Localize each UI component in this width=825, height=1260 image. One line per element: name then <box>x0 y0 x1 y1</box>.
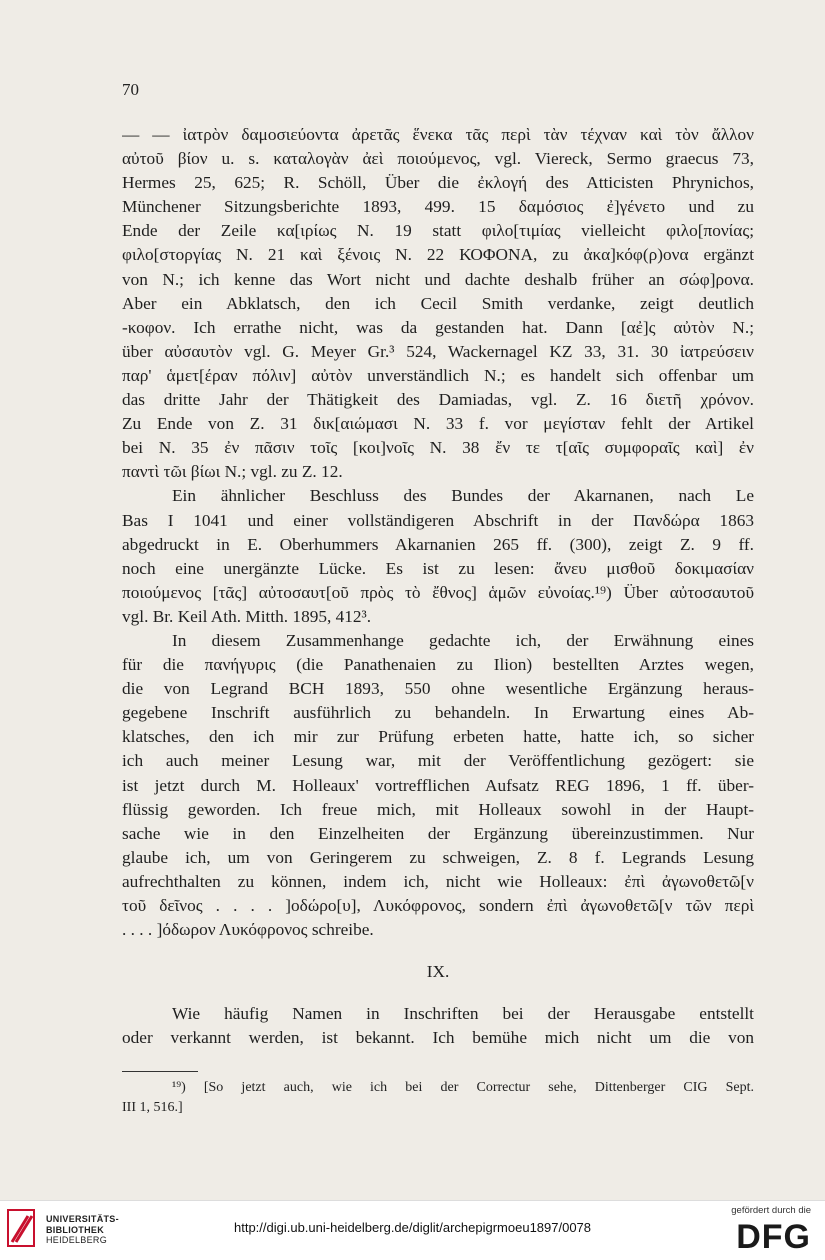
text-line: Bas I 1041 und einer vollständigeren Abschrift in der Πανδώρα 1863 <box>122 510 754 530</box>
text-line: das dritte Jahr der Thätigkeit des Damiadas, vgl. Z. 16 διετῆ χρόνον. <box>122 390 754 410</box>
footnote-rule <box>122 1071 198 1072</box>
text-line: über αὐσαυτὸν vgl. G. Meyer Gr.³ 524, Wackernagel KZ 33, 31. 30 ἰατρεύσειν <box>122 341 754 361</box>
dfg-logo: DFG <box>736 1218 811 1256</box>
permalink-url[interactable]: http://digi.ub.uni-heidelberg.de/diglit/archepigrmoeu1897/0078 <box>233 1220 592 1235</box>
page-number: 70 <box>122 80 139 99</box>
text-line: . . . . ]όδωρον Λυκόφρονος schreibe. <box>122 920 374 940</box>
footnote-line: III 1, 516.] <box>122 1100 183 1115</box>
text-line: klatsches, den ich mir zur Prüfung erbeten hatte, hatte ich, so sicher <box>122 727 754 747</box>
text-line: vgl. Br. Keil Ath. Mitth. 1895, 412³. <box>122 606 372 626</box>
text-line: τοῦ δεῖνος . . . . ]οδώρο[υ], Λυκόφρονος, sondern ἐπὶ ἀγωνοθετῶ[ν τῶν περὶ <box>122 896 754 915</box>
library-name-line: HEIDELBERG <box>46 1235 108 1245</box>
library-name-line: BIBLIOTHEK <box>46 1224 104 1235</box>
text-line: Ein ähnlicher Beschluss des Bundes der Akarnanen, nach Le <box>172 486 754 506</box>
text-line: Wie häufig Namen in Inschriften bei der Herausgabe entstellt <box>172 1004 754 1024</box>
text-line: ist jetzt durch M. Holleaux' vortrefflichen Aufsatz REG 1896, 1 ff. über- <box>122 775 754 795</box>
text-line: ich auch meiner Lesung war, mit der Veröffentlichung gezögert: sie <box>122 751 754 771</box>
text-line: von N.; ich kenne das Wort nicht und dachte deshalb früher an σώφ]ρονα. <box>122 269 754 289</box>
text-line: flüssig geworden. Ich freue mich, mit Holleaux sowohl in der Haupt- <box>122 799 754 819</box>
text-line: Zu Ende von Z. 31 δικ[αιώμασι N. 33 f. vor μεγίσταν fehlt der Artikel <box>122 414 754 434</box>
text-line: sache wie in den Einzelheiten der Ergänzung übereinzustimmen. Nur <box>122 823 754 843</box>
footnote <box>122 1078 754 1118</box>
text-line: gegebene Inschrift ausführlich zu behandeln. In Erwartung eines Ab- <box>122 703 754 723</box>
text-line: φιλο[στοργίας N. 21 καὶ ξένοις N. 22 ΚΟΦΟΝΑ, zu ἀκα]κόφ(ρ)ονα ergänzt <box>122 245 754 265</box>
text-line: Hermes 25, 625; R. Schöll, Über die ἐκλογή des Atticisten Phrynichos, <box>122 173 754 193</box>
text-line: Ende der Zeile κα[ιρίως N. 19 statt φιλο[τιμίας vielleicht φιλο[πονίας; <box>122 221 754 241</box>
text-line: ποιούμενος [τᾶς] αὐτοσαυτ[οῦ πρὸς τὸ ἔθνος] ἁμῶν εὐνοίας.¹⁹) Über αὐτοσαυτοῦ <box>122 582 754 602</box>
library-name-line: UNIVERSITÄTS- <box>46 1214 119 1224</box>
text-line: παντὶ τῶι βίωι N.; vgl. zu Z. 12. <box>122 462 343 482</box>
section-heading: IX. <box>426 962 450 982</box>
text-line: abgedruckt in E. Oberhummers Akarnanien 265 ff. (300), zeigt Z. 9 ff. <box>122 534 754 554</box>
body-text <box>122 123 754 1050</box>
funding-text: gefördert durch die <box>731 1205 811 1216</box>
text-line: für die πανήγυρις (die Panathenaien zu Ilion) bestellten Arztes wegen, <box>122 655 754 675</box>
text-line: — — ἰατρὸν δαμοσιεύοντα ἀρετᾶς ἕνεκα τᾶς περὶ τὰν τέχναν καὶ τὸν ἄλλον <box>122 125 754 144</box>
footnote-line: ¹⁹) [So jetzt auch, wie ich bei der Correctur sehe, Dittenberger CIG Sept. <box>172 1080 754 1095</box>
text-line: oder verkannt werden, ist bekannt. Ich bemühe mich nicht um die von <box>122 1028 754 1048</box>
text-line: die von Legrand BCH 1893, 550 ohne wesentliche Ergänzung heraus- <box>122 679 754 699</box>
text-line: bei N. 35 ἐν πᾶσιν τοῖς [κοι]νοῖς N. 38 ἔν τε τ[αῖς συμφοραῖς καὶ] ἐν <box>122 438 754 458</box>
text-line: Aber ein Abklatsch, den ich Cecil Smith verdanke, zeigt deutlich <box>122 293 754 313</box>
text-line: -κοφον. Ich errathe nicht, was da gestanden hat. Dann [αἐ]ς αὐτὸν N.; <box>122 317 754 337</box>
text-line: αὐτοῦ βίον u. s. καταλογὰν ἀεὶ ποιούμενος, vgl. Viereck, Sermo graecus 73, <box>122 149 754 169</box>
text-line: In diesem Zusammenhange gedachte ich, der Erwähnung eines <box>172 630 754 650</box>
text-line: noch eine unergänzte Lücke. Es ist zu lesen: ἄνευ μισθοῦ δοκιμασίαν <box>122 558 754 578</box>
text-line: παρ' ἁμετ[έραν πόλιν] αὐτὸν unverständlich N.; es handelt sich offenbar um <box>122 365 754 385</box>
text-line: Münchener Sitzungsberichte 1893, 499. 15 δαμόσιος ἐ]γένετο und zu <box>122 197 754 217</box>
text-line: glaube ich, um von Geringerem zu schweigen, Z. 8 f. Legrands Lesung <box>122 847 754 867</box>
text-line: aufrechthalten zu können, indem ich, nicht wie Holleaux: ἐπὶ ἀγωνοθετῶ[ν <box>122 871 754 891</box>
